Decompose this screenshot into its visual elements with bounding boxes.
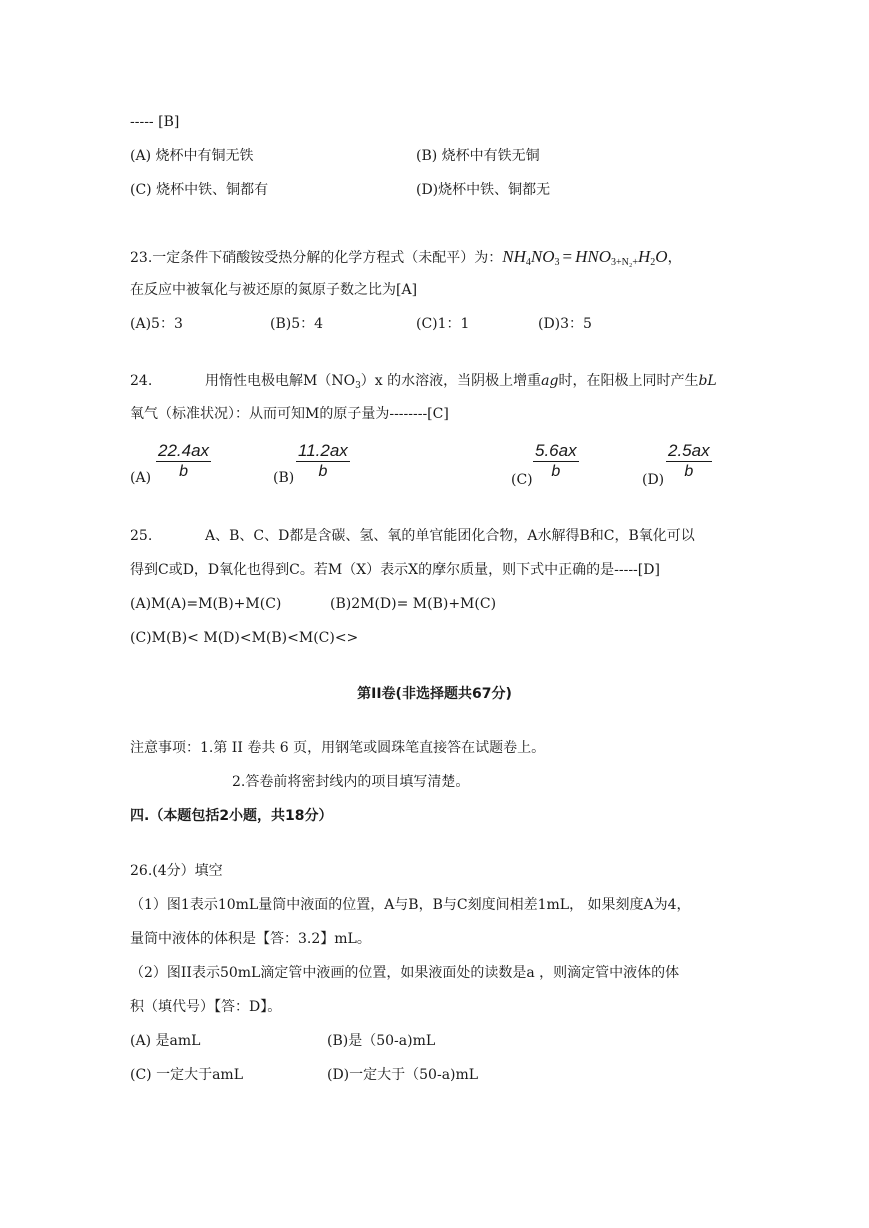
q23-stem-text: 23.一定条件下硝酸铵受热分解的化学方程式（未配平）为： (130, 250, 503, 266)
q23-line2: 在反应中被氧化与被还原的氮原子数之比为[A] (130, 282, 418, 298)
q24-option-c-label: (C) (511, 472, 533, 488)
q26-part1-line1: （1）图1表示10mL量筒中液面的位置，A与B，B与C刻度间相差1mL， 如果刻度A为4， (130, 897, 691, 913)
q24-stem-ag: ag (541, 373, 559, 389)
eq-h: H (638, 247, 651, 266)
q24-option-d-denominator: b (684, 463, 694, 480)
q24-option-c-denominator: b (551, 463, 561, 480)
q24-stem-bl: bL (698, 373, 717, 389)
q25-line2: 得到C或D，D氧化也得到C。若M（X）表示X的摩尔质量，则下式中正确的是-----[D] (130, 562, 660, 578)
q22-tail: ----- [B] (130, 114, 180, 130)
q22-option-b: (B) 烧杯中有铁无铜 (416, 148, 540, 164)
q24-option-c-numerator: 5.6ax (535, 441, 577, 460)
q26-option-a: (A) 是amL (130, 1033, 201, 1049)
q24-number: 24. (130, 373, 153, 389)
section-ii-title: 第II卷(非选择题共67分) (357, 686, 512, 702)
q24-option-c-fraction (533, 441, 579, 482)
q24-option-d-numerator: 2.5ax (668, 441, 710, 460)
q22-option-d: (D)烧杯中铁、铜都无 (416, 182, 551, 198)
eq-sub-2: 2 (650, 257, 656, 268)
q24-stem-sub: 3 (355, 381, 361, 391)
q25-option-c: (C)M(B)< M(D)<M(B)<M(C)<> (130, 630, 359, 646)
q25-stem: A、B、C、D都是含碳、氢、氧的单官能团化合物，A水解得B和C，B氧化可以 (205, 528, 695, 544)
q23-equation (502, 247, 667, 266)
q24-option-a-label: (A) (130, 470, 152, 486)
q23-option-a: (A)5：3 (130, 316, 183, 332)
q23-stem (130, 247, 682, 273)
eq-sub-3a: 3 (554, 257, 560, 268)
notice-item-2: 2.答卷前将密封线内的项目填写清楚。 (232, 774, 470, 790)
q24-option-b-label: (B) (273, 470, 295, 486)
q26-option-d: (D)一定大于（50-a)mL (327, 1067, 479, 1083)
q24-option-a-denominator: b (179, 463, 188, 480)
q24-option-b-denominator: b (318, 463, 328, 480)
q24-option-b-fraction (296, 441, 350, 482)
notice-item-1: 注意事项：1.第 II 卷共 6 页，用钢笔或圆珠笔直接答在试题卷上。 (130, 740, 546, 756)
q23-option-c: (C)1：1 (416, 316, 470, 332)
q24-stem-c: 时，在阳极上同时产生 (558, 373, 699, 389)
q24-option-b-numerator: 11.2ax (298, 441, 348, 460)
eq-no: NO (530, 247, 555, 266)
q23-option-b: (B)5：4 (270, 316, 324, 332)
q24-stem-b: ）x 的水溶液，当阴极上增重 (360, 373, 542, 389)
eq-equals: = (562, 247, 573, 266)
eq-nh: NH (502, 247, 526, 266)
q25-option-b: (B)2M(D)= M(B)+M(C) (330, 596, 497, 612)
q23-option-d: (D)3：5 (538, 316, 592, 332)
q26-part2-line2: 积（填代号）【答：D】。 (130, 999, 282, 1015)
q26-option-c: (C) 一定大于amL (130, 1067, 244, 1083)
q24-option-a-numerator: 22.4ax (158, 441, 210, 460)
part-four-heading: 四.（本题包括2小题，共18分） (130, 808, 333, 824)
q24-stem (205, 371, 717, 396)
eq-hno: HNO (575, 247, 612, 266)
eq-o: O (655, 247, 668, 266)
eq-n2: +N₂+ (616, 257, 639, 268)
eq-sub-4: 4 (525, 257, 531, 268)
q24-option-d-label: (D) (642, 472, 665, 488)
q26-part2-line1: （2）图II表示50mL滴定管中液画的位置，如果液面处的读数是a ，则滴定管中液体的体 (130, 965, 680, 981)
q25-option-a: (A)M(A)=M(B)+M(C) (130, 596, 282, 612)
q24-stem-a: 用惰性电极电解M（NO (205, 373, 356, 389)
q22-option-c: (C) 烧杯中铁、铜都有 (130, 182, 269, 198)
eq-comma: ， (667, 250, 682, 266)
q26-option-b: (B)是（50-a)mL (327, 1033, 436, 1049)
eq-sub-3b: 3 (611, 257, 617, 268)
q24-line2: 氧气（标准状况）：从而可知M的原子量为--------[C] (130, 406, 449, 422)
q26-heading: 26.(4分）填空 (130, 863, 223, 879)
q22-option-a: (A) 烧杯中有铜无铁 (130, 148, 254, 164)
q26-part1-line2: 量筒中液体的体积是【答：3.2】mL。 (130, 931, 371, 947)
q25-number: 25. (130, 528, 153, 544)
q24-option-a-fraction (156, 441, 211, 482)
q24-option-d-fraction (666, 441, 712, 482)
